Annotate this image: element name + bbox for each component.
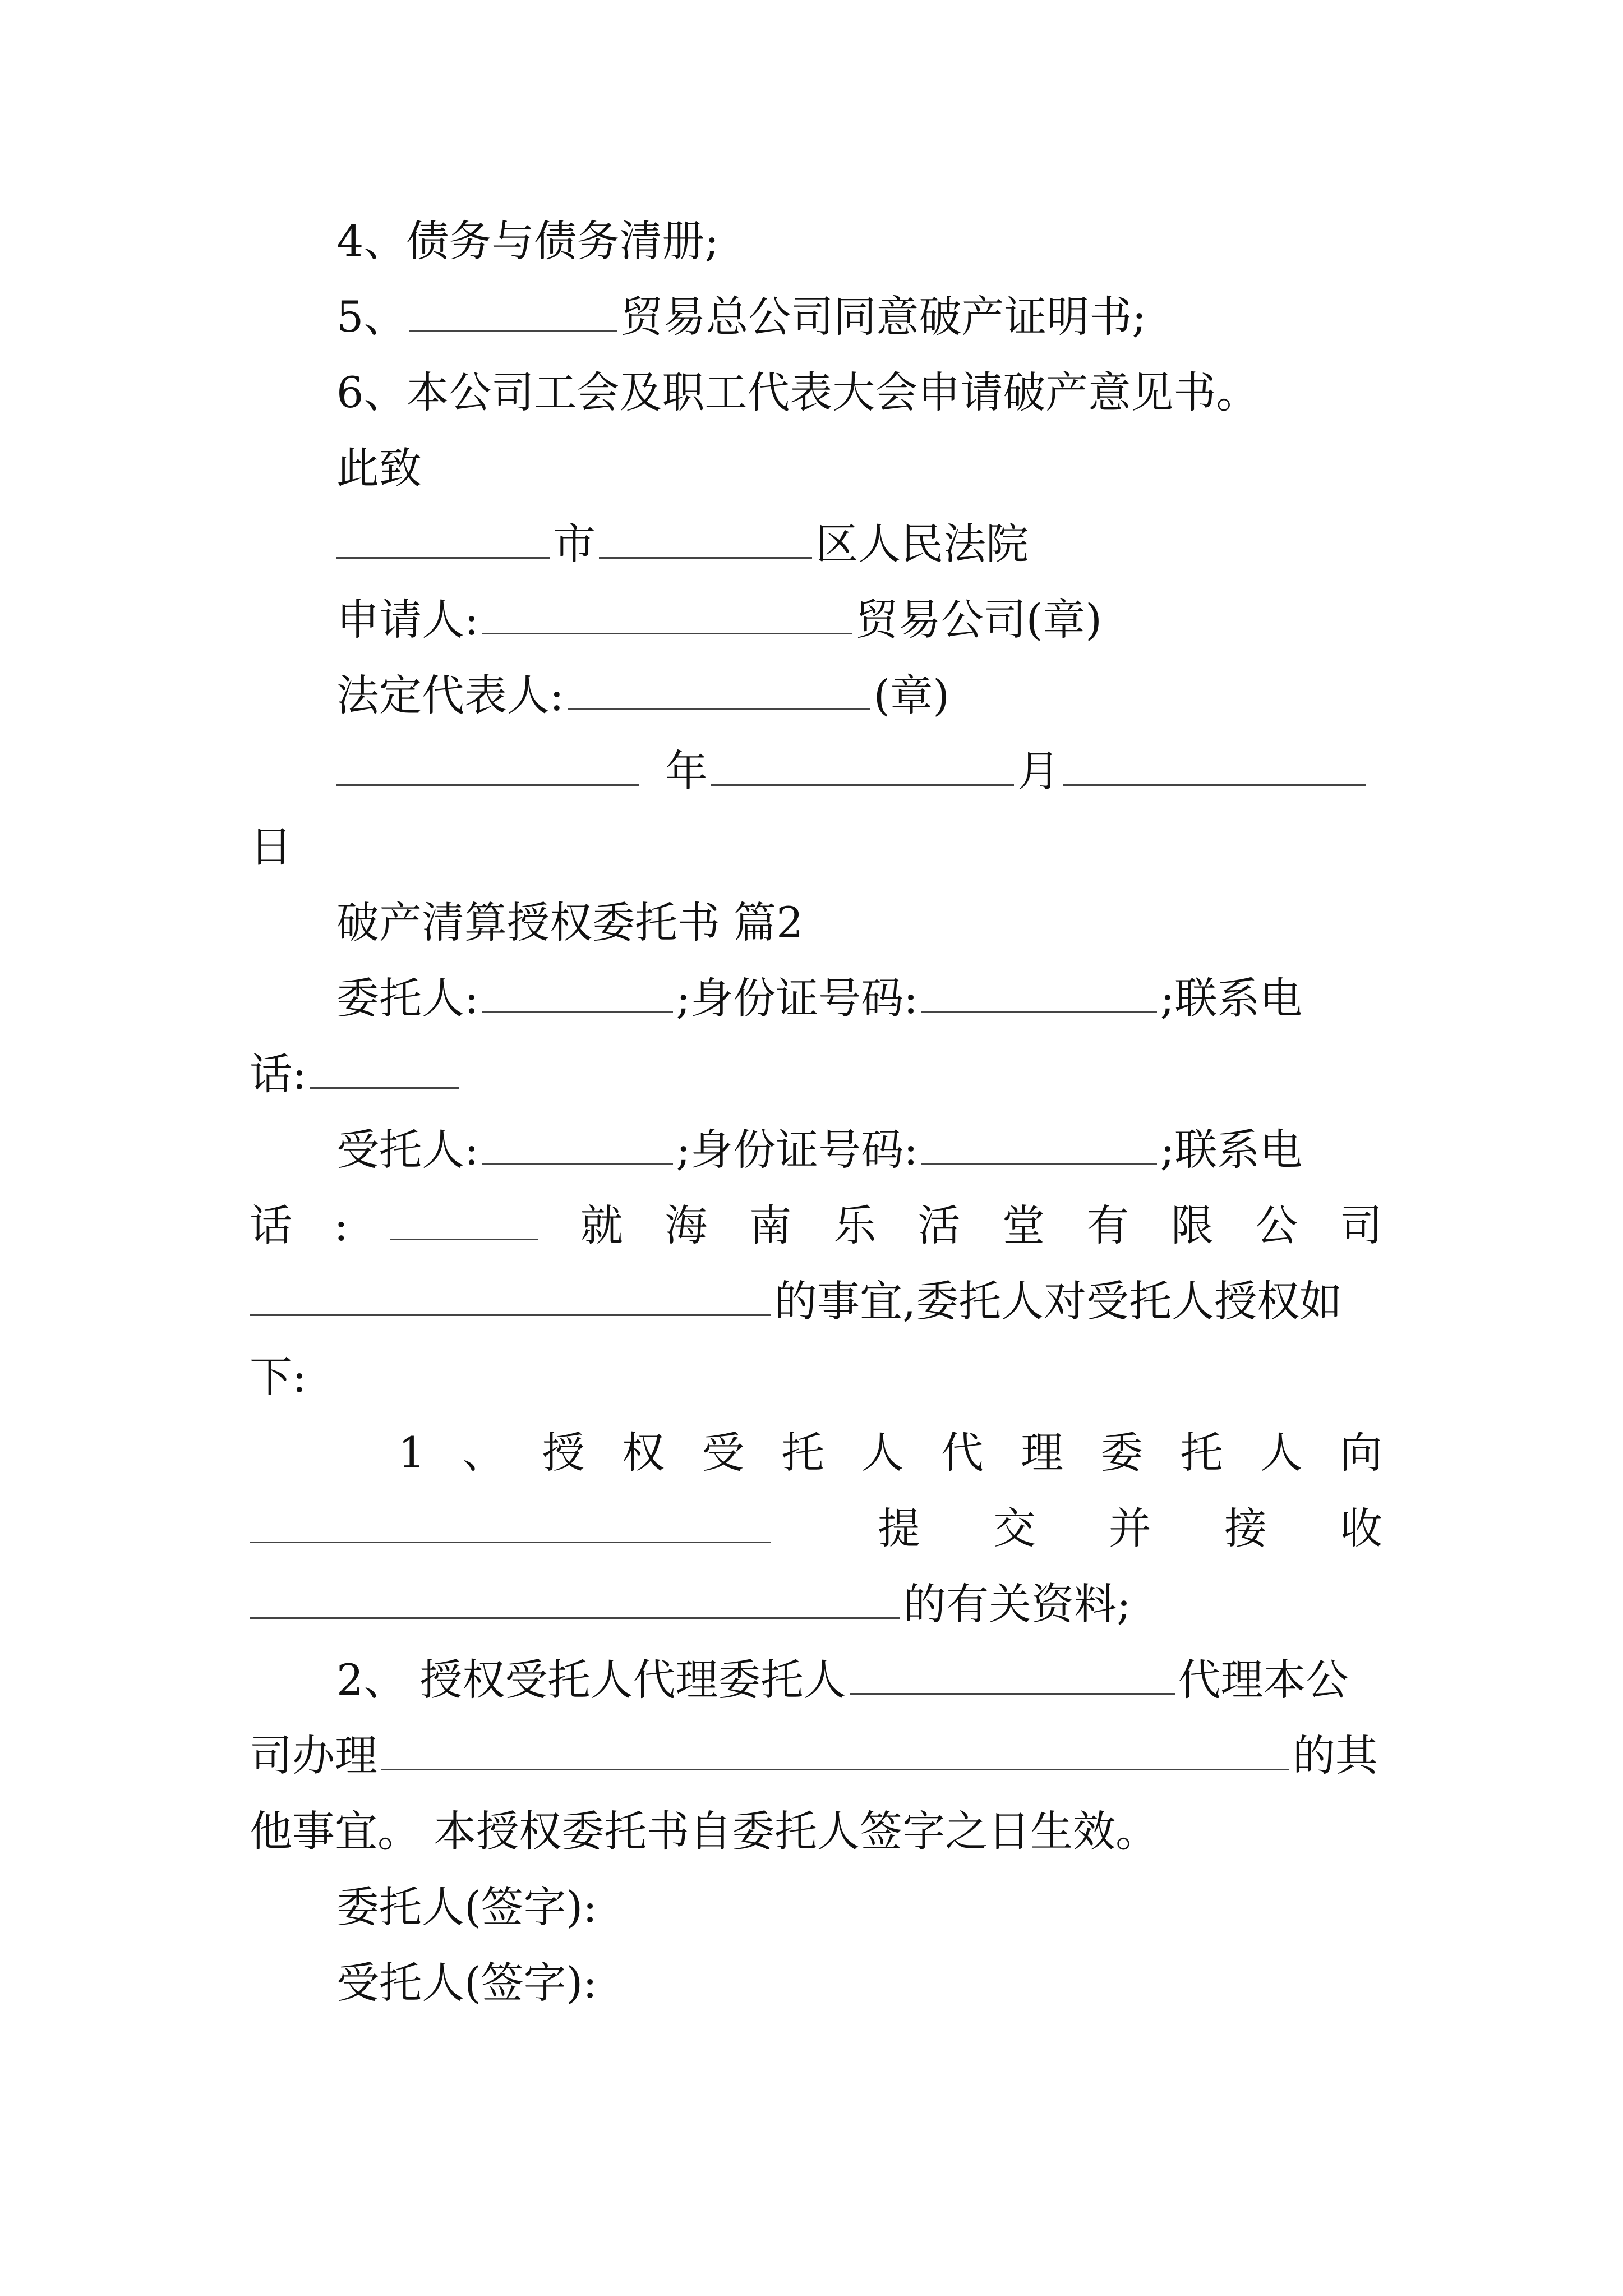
company-char-2: 海 <box>665 1200 708 1250</box>
auth-1-char-5: 受 <box>702 1428 745 1478</box>
salutation-text: 此致 <box>336 443 422 493</box>
blank-field[interactable] <box>336 747 639 786</box>
legal-rep-line <box>336 668 949 724</box>
principal-label: 委托人: <box>336 973 479 1023</box>
phone-label-1: ;联系电 <box>1160 973 1303 1023</box>
blank-field[interactable] <box>599 520 812 559</box>
company-char-3: 南 <box>749 1200 792 1250</box>
matter-cont: 下: <box>250 1352 307 1402</box>
matter-text: 的事宜,委托人对受托人授权如 <box>774 1276 1343 1326</box>
principal-phone-line <box>250 1046 462 1102</box>
blank-field[interactable] <box>250 1504 771 1543</box>
auth-1-char-6: 托 <box>781 1428 824 1478</box>
list-item-5-prefix: 5、 <box>336 292 407 342</box>
auth-1-char-8: 代 <box>940 1428 984 1478</box>
auth-1-char-10: 委 <box>1100 1428 1144 1478</box>
auth-1-char-7: 人 <box>861 1428 904 1478</box>
list-item-4 <box>336 213 719 269</box>
submit-line <box>250 1501 1382 1557</box>
matter-cont-line <box>250 1349 307 1405</box>
section-title <box>336 895 804 951</box>
blank-field[interactable] <box>482 1126 673 1165</box>
blank-field[interactable] <box>390 1202 538 1240</box>
blank-field[interactable] <box>381 1732 1289 1770</box>
agent-sign-line <box>336 1955 597 2011</box>
matter-line <box>250 1273 1342 1329</box>
auth-1-char-4: 权 <box>622 1428 665 1478</box>
company-char-4: 乐 <box>833 1200 877 1250</box>
submit-char-5: 收 <box>1340 1503 1382 1553</box>
auth-1-char-11: 托 <box>1180 1428 1223 1478</box>
list-item-4-text: 4、债务与债务清册; <box>336 216 719 266</box>
submit-char-1: 提 <box>878 1503 920 1553</box>
company-char-7: 有 <box>1086 1200 1129 1250</box>
id-label-2: ;身份证号码: <box>676 1125 918 1175</box>
court-district: 区人民法院 <box>815 519 1029 569</box>
blank-field[interactable] <box>921 974 1157 1013</box>
date-day: 日 <box>250 822 292 872</box>
legal-rep-suffix: (章) <box>873 670 949 720</box>
auth-1-char-13: 向 <box>1339 1428 1382 1478</box>
principal-sign-label: 委托人(签字): <box>336 1882 597 1932</box>
auth-1-char-2: 、 <box>462 1428 505 1478</box>
handle-prefix: 司办理 <box>250 1731 377 1780</box>
blank-field[interactable] <box>850 1656 1175 1695</box>
submit-char-4: 接 <box>1224 1503 1267 1553</box>
list-item-6 <box>336 365 1258 421</box>
blank-field[interactable] <box>568 671 870 710</box>
salutation <box>336 440 422 496</box>
phone-cont-1: 话: <box>250 1049 307 1099</box>
other-matters-text: 他事宜。 本授权委托书自委托人签字之日生效。 <box>250 1806 1159 1856</box>
applicant-suffix: 贸易公司(章) <box>855 595 1102 645</box>
applicant-line <box>336 592 1102 648</box>
agent-label: 受托人: <box>336 1125 479 1175</box>
blank-field[interactable] <box>711 747 1014 786</box>
agent-sign-label: 受托人(签字): <box>336 1958 597 2008</box>
blank-field[interactable] <box>409 293 617 332</box>
company-char-8: 限 <box>1170 1200 1214 1250</box>
agent-line <box>336 1122 1302 1178</box>
auth-1-char-3: 授 <box>542 1428 585 1478</box>
blank-field[interactable] <box>250 1580 900 1619</box>
company-char-6: 堂 <box>1002 1200 1045 1250</box>
auth-2-line <box>336 1652 1349 1708</box>
date-month: 月 <box>1017 746 1060 796</box>
auth-1-char-9: 理 <box>1021 1428 1064 1478</box>
applicant-label: 申请人: <box>336 595 479 645</box>
phone-cont-2-char-2: : <box>334 1200 349 1250</box>
company-char-5: 活 <box>917 1200 961 1250</box>
list-item-5-text: 贸易总公司同意破产证明书; <box>620 292 1146 342</box>
auth-2-suffix: 代理本公 <box>1178 1655 1349 1705</box>
principal-sign-line <box>336 1879 597 1935</box>
date-day-line <box>250 819 292 875</box>
auth-1-char-12: 人 <box>1260 1428 1303 1478</box>
date-year: 年 <box>665 746 708 796</box>
id-label-1: ;身份证号码: <box>676 973 918 1023</box>
principal-line <box>336 970 1302 1027</box>
materials-line <box>250 1576 1131 1632</box>
blank-field[interactable] <box>482 596 852 634</box>
phone-cont-2-char-1: 话 <box>250 1200 292 1250</box>
blank-field[interactable] <box>250 1277 771 1316</box>
auth-2-prefix: 2、 授权受托人代理委托人 <box>336 1655 846 1705</box>
submit-char-2: 交 <box>993 1503 1036 1553</box>
auth-1-char-1: 1 <box>398 1428 426 1478</box>
list-item-5 <box>336 289 1146 345</box>
phone-label-2: ;联系电 <box>1160 1125 1303 1175</box>
company-char-9: 公 <box>1255 1200 1298 1250</box>
company-char-10: 司 <box>1339 1200 1382 1250</box>
auth-1-line <box>398 1425 1382 1481</box>
other-matters-line <box>250 1803 1158 1860</box>
blank-field[interactable] <box>1063 747 1366 786</box>
date-line <box>336 743 1370 799</box>
blank-field[interactable] <box>921 1126 1157 1165</box>
agent-phone-company-line <box>250 1198 1382 1254</box>
blank-field[interactable] <box>310 1050 459 1089</box>
list-item-6-text: 6、本公司工会及职工代表大会申请破产意见书。 <box>336 367 1259 417</box>
court-city: 市 <box>553 519 596 569</box>
legal-rep-label: 法定代表人: <box>336 670 564 720</box>
blank-field[interactable] <box>336 520 550 559</box>
materials-text: 的有关资料; <box>903 1579 1131 1629</box>
section-title-text: 破产清算授权委托书 篇2 <box>336 898 804 947</box>
company-char-1: 就 <box>580 1200 623 1250</box>
handle-suffix: 的其 <box>1293 1731 1378 1780</box>
blank-field[interactable] <box>482 974 673 1013</box>
submit-char-3: 并 <box>1109 1503 1151 1553</box>
court-line <box>336 516 1029 572</box>
handle-line <box>250 1728 1378 1784</box>
